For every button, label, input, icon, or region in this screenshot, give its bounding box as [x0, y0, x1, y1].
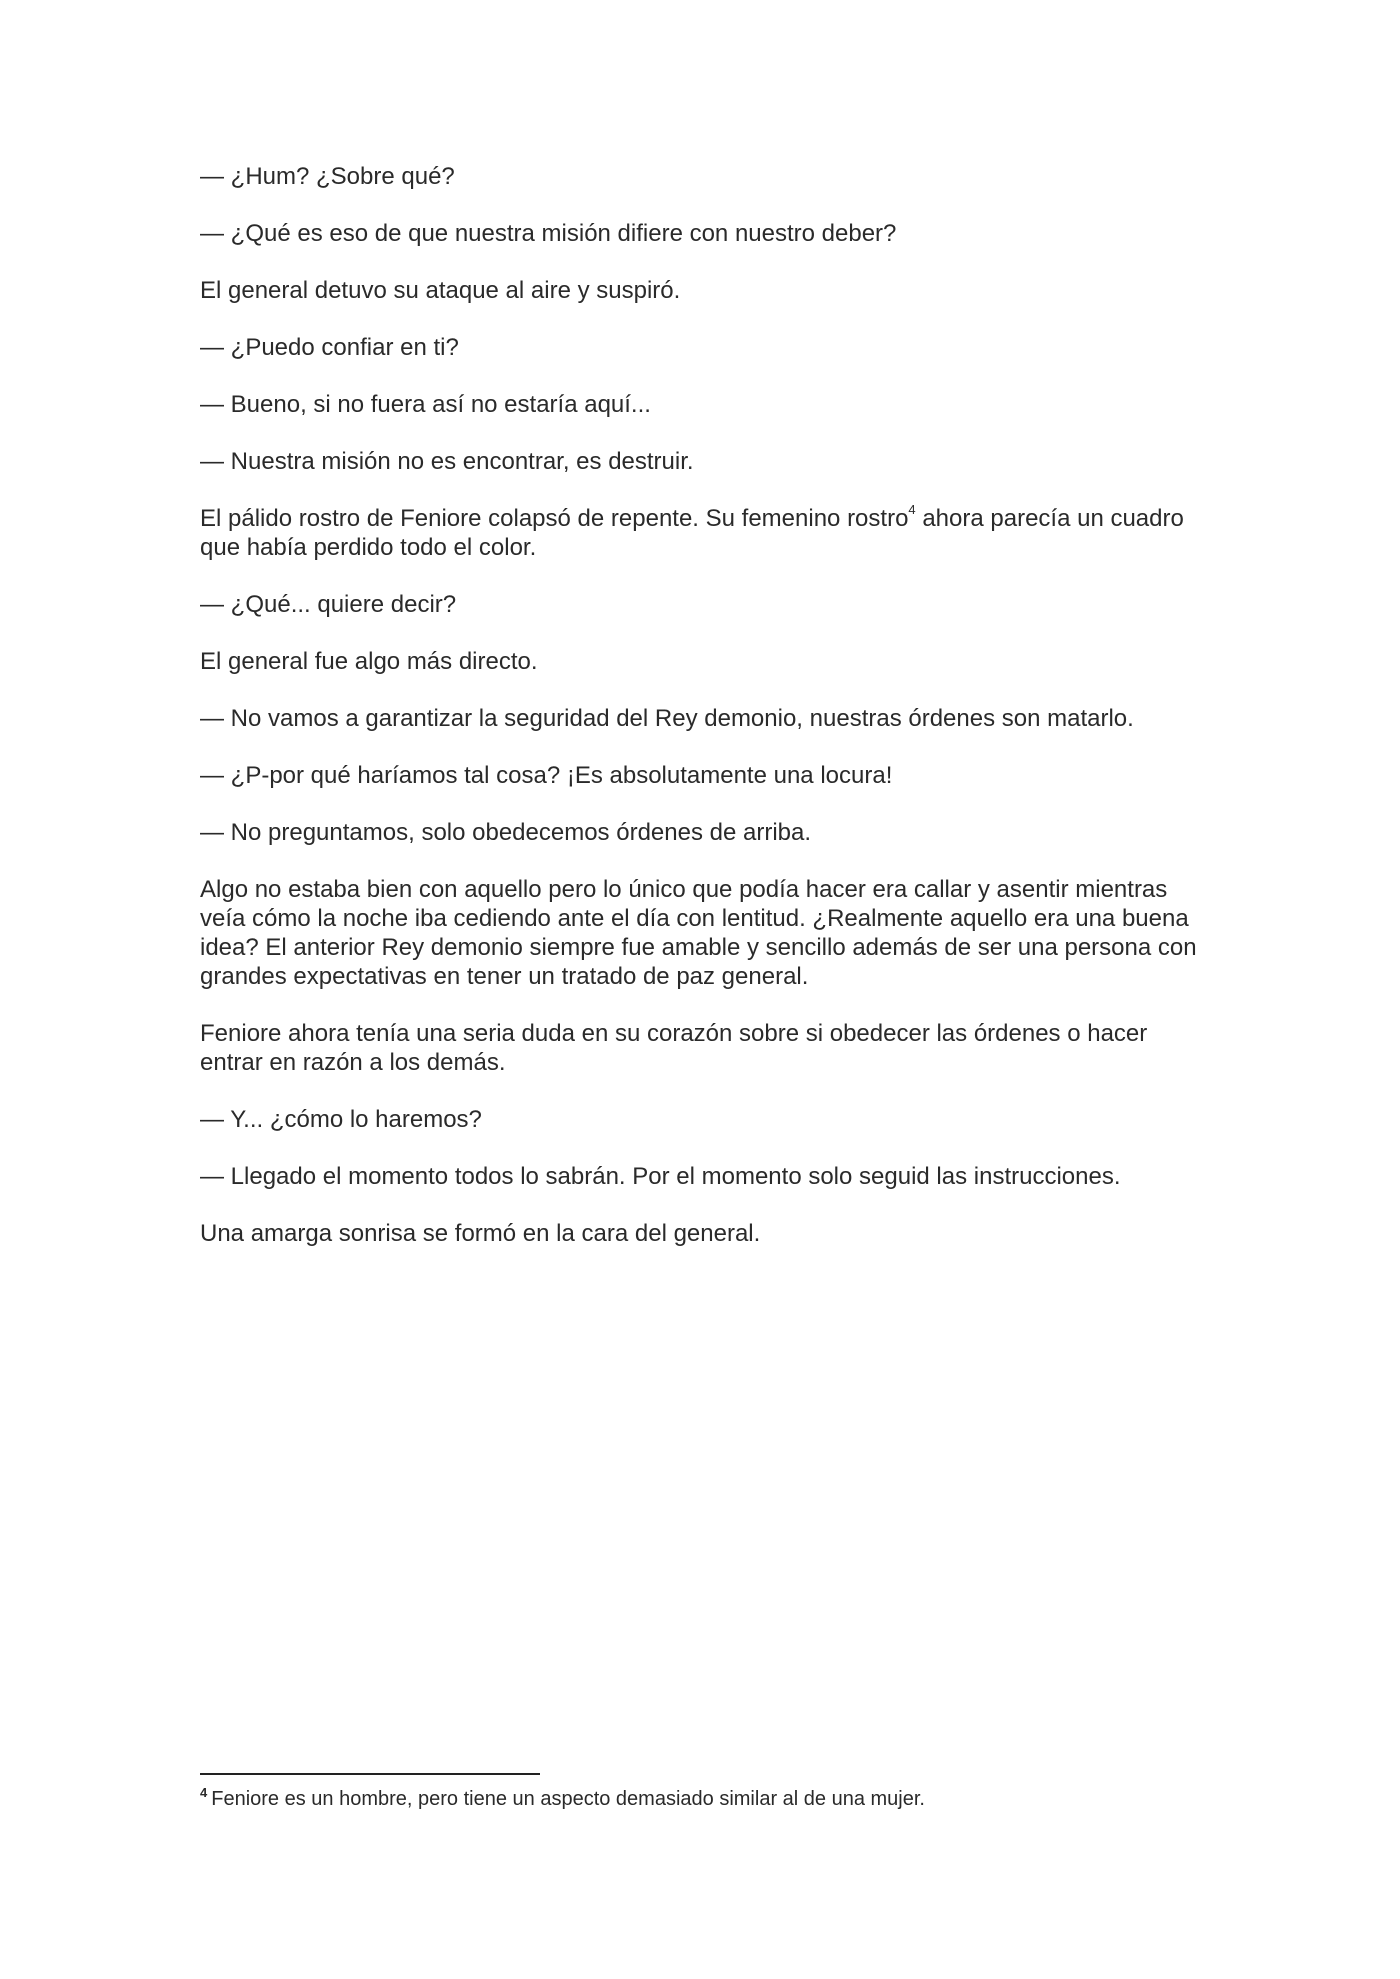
footnote-text: Feniore es un hombre, pero tiene un aspecto demasiado similar al de una mujer.: [211, 1788, 925, 1810]
paragraph: — ¿Puedo confiar en ti?: [200, 334, 459, 361]
paragraph: — ¿Qué es eso de que nuestra misión difiere con nuestro deber?: [200, 220, 897, 247]
paragraph: — ¿Hum? ¿Sobre qué?: [200, 163, 455, 190]
paragraph: — No vamos a garantizar la seguridad del Rey demonio, nuestras órdenes son matarlo.: [200, 705, 1134, 732]
footnote-number: 4: [200, 1785, 208, 1800]
paragraph-text-before: El pálido rostro de Feniore colapsó de repente. Su femenino rostro: [200, 505, 909, 532]
paragraph: El general fue algo más directo.: [200, 648, 538, 675]
paragraph: — ¿Qué... quiere decir?: [200, 591, 457, 618]
paragraph: El general detuvo su ataque al aire y suspiró.: [200, 277, 681, 304]
footnote-separator: [200, 1773, 540, 1775]
footnote: [200, 1786, 1200, 1814]
paragraph: — Nuestra misión no es encontrar, es destruir.: [200, 448, 694, 475]
paragraph: — Y... ¿cómo lo haremos?: [200, 1106, 482, 1133]
paragraph: Una amarga sonrisa se formó en la cara del general.: [200, 1220, 761, 1247]
paragraph: Algo no estaba bien con aquello pero lo único que podía hacer era callar y asentir mientras veía cómo la noche iba cediendo ante el día con lentitud. ¿Realmente aquello era una buena idea? El anterior Rey demonio siempre fue amable y sencillo además de ser una persona con grandes expectativas en tener un tratado de paz general.: [200, 876, 1197, 990]
paragraph-text-after: ahora parecía un cuadro que había perdido todo el color.: [200, 505, 1184, 561]
paragraph-with-footnote: [200, 504, 1200, 562]
paragraph: — No preguntamos, solo obedecemos órdenes de arriba.: [200, 819, 812, 846]
body-text: [200, 162, 1200, 1276]
paragraph: — Llegado el momento todos lo sabrán. Por el momento solo seguid las instrucciones.: [200, 1163, 1121, 1190]
paragraph: Feniore ahora tenía una seria duda en su corazón sobre si obedecer las órdenes o hacer entrar en razón a los demás.: [200, 1020, 1148, 1076]
paragraph: — Bueno, si no fuera así no estaría aquí...: [200, 391, 651, 418]
paragraph: — ¿P-por qué haríamos tal cosa? ¡Es absolutamente una locura!: [200, 762, 893, 789]
footnote-reference[interactable]: 4: [908, 502, 916, 517]
